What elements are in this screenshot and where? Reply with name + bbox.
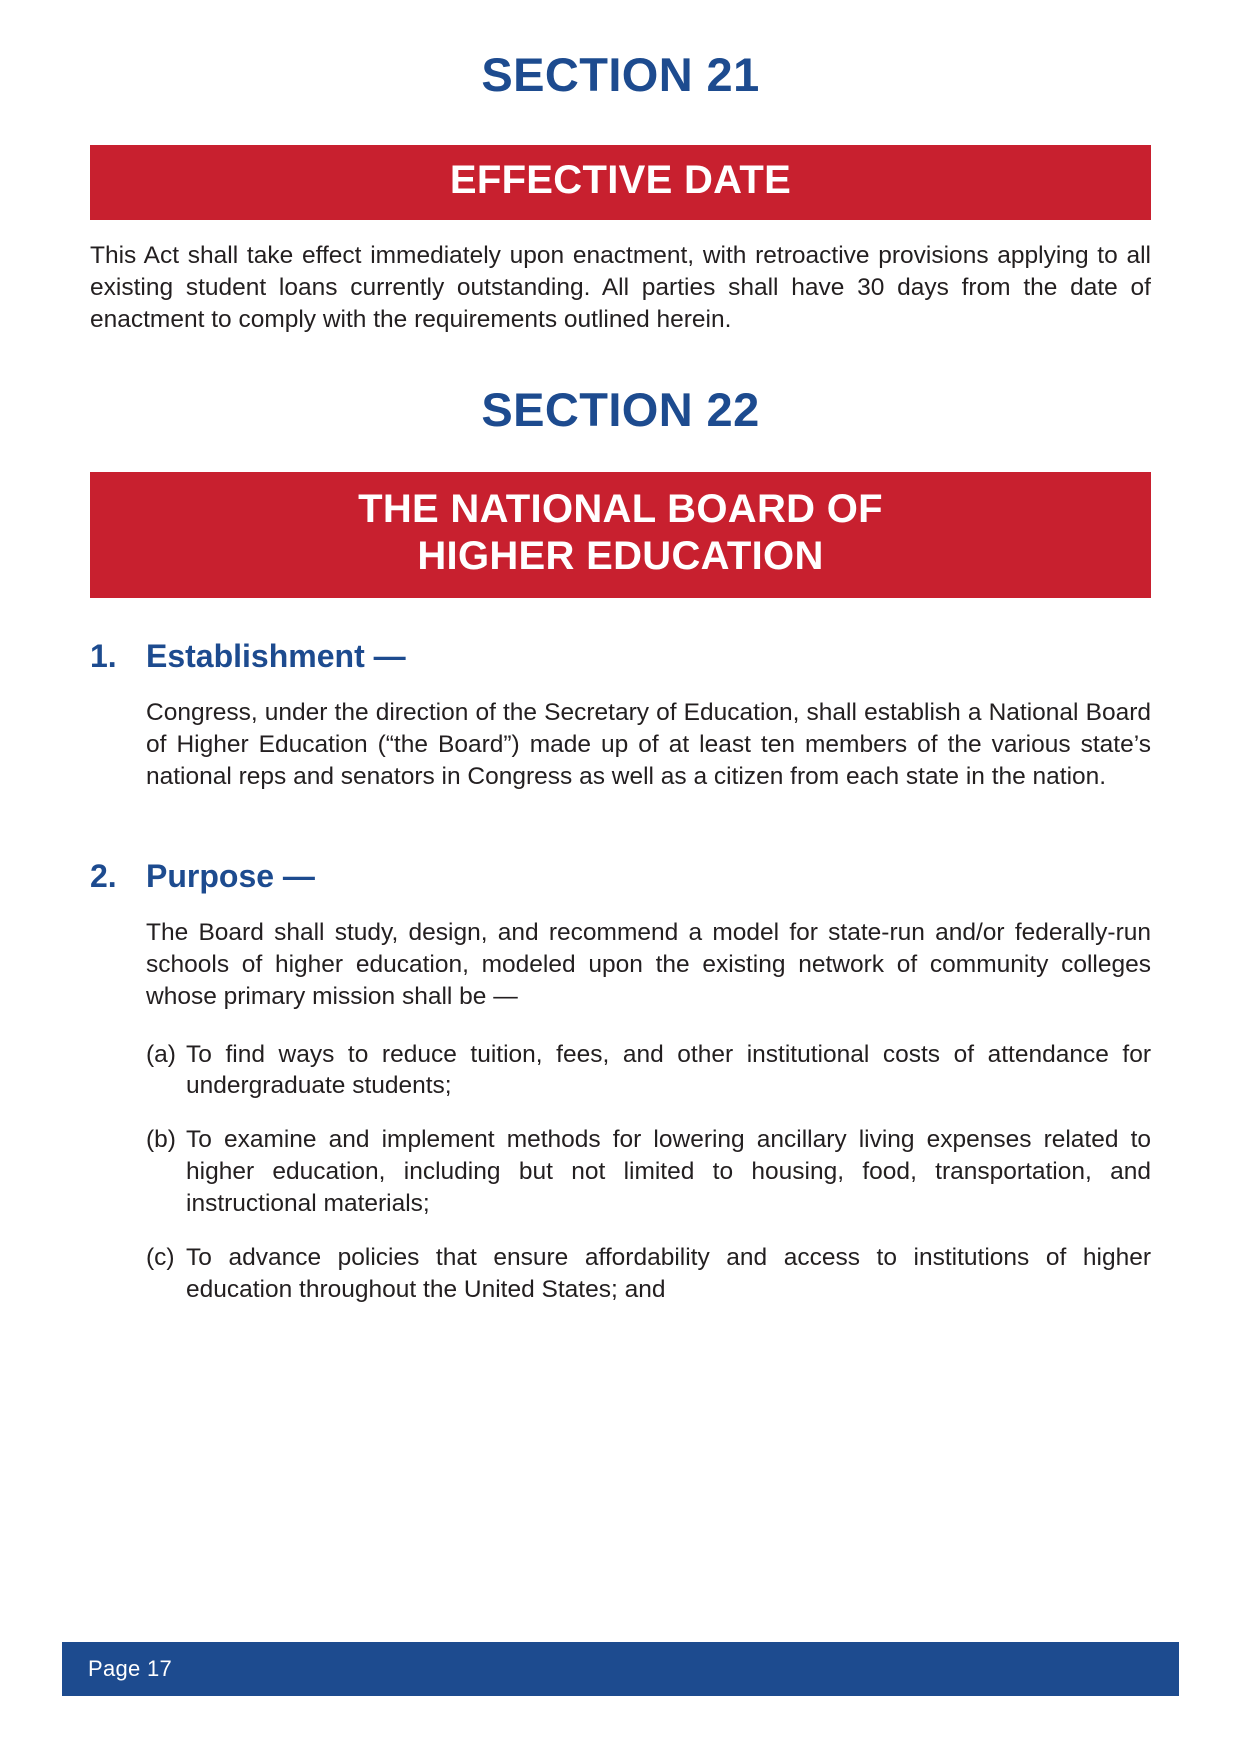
list-item [146, 1124, 1151, 1220]
item-body [146, 697, 1151, 793]
section-22-number [90, 385, 1151, 434]
list-item-label: (b) [146, 1126, 176, 1154]
purpose-paragraph: The Board shall study, design, and recommend a model for state-run and/or federally-run schools of higher education, modeled upon the existing network of community colleges whose primary mission shall be — [146, 919, 1151, 1010]
section-22-banner [90, 472, 1151, 598]
section-21-banner [90, 145, 1151, 220]
banner-line: THE NATIONAL BOARD OF [358, 487, 883, 531]
banner-national-board [90, 472, 1151, 598]
list-item [146, 1242, 1151, 1306]
section-21-body [90, 240, 1151, 336]
list-item-text: To advance policies that ensure affordability and access to institutions of higher education throughout the United States; and [186, 1243, 1151, 1303]
item-title: Establishment — [146, 638, 406, 674]
item-body [146, 917, 1151, 1305]
item-heading [90, 858, 1151, 895]
item-purpose [90, 858, 1151, 1305]
item-number: 1. [90, 638, 117, 674]
page-number-label: Page 17 [88, 1656, 173, 1681]
section-21-paragraph: This Act shall take effect immediately upon enactment, with retroactive provisions applying to all existing student loans currently outstanding. All parties shall have 30 days from the date of enactment to comply with the requirements outlined herein. [90, 242, 1151, 333]
item-number: 2. [90, 858, 117, 894]
item-title: Purpose — [146, 858, 315, 894]
list-item-text: To examine and implement methods for lowering ancillary living expenses related to higher education, including but not limited to housing, food, transportation, and instructional materials; [186, 1126, 1151, 1217]
purpose-sub-items [146, 1039, 1151, 1306]
banner-effective-date [90, 145, 1151, 220]
list-item-label: (a) [146, 1040, 176, 1068]
list-item-text: To find ways to reduce tuition, fees, and other institutional costs of attendance for undergraduate students; [186, 1040, 1151, 1100]
list-item [146, 1039, 1151, 1103]
banner-line: HIGHER EDUCATION [417, 534, 824, 579]
establishment-paragraph: Congress, under the direction of the Secretary of Education, shall establish a National Board of Higher Education (“the Board”) made up of at least ten members of the various state’s national reps and senators in Congress as well as a citizen from each state in the nation. [146, 699, 1151, 790]
section-number-heading: SECTION 21 [481, 48, 760, 101]
section-21-number [90, 50, 1151, 99]
list-item-label: (c) [146, 1243, 175, 1271]
section-number-heading: SECTION 22 [481, 383, 760, 436]
banner-line: EFFECTIVE DATE [449, 158, 792, 202]
page-footer [62, 1642, 1179, 1696]
item-heading [90, 638, 1151, 675]
item-establishment [90, 638, 1151, 793]
